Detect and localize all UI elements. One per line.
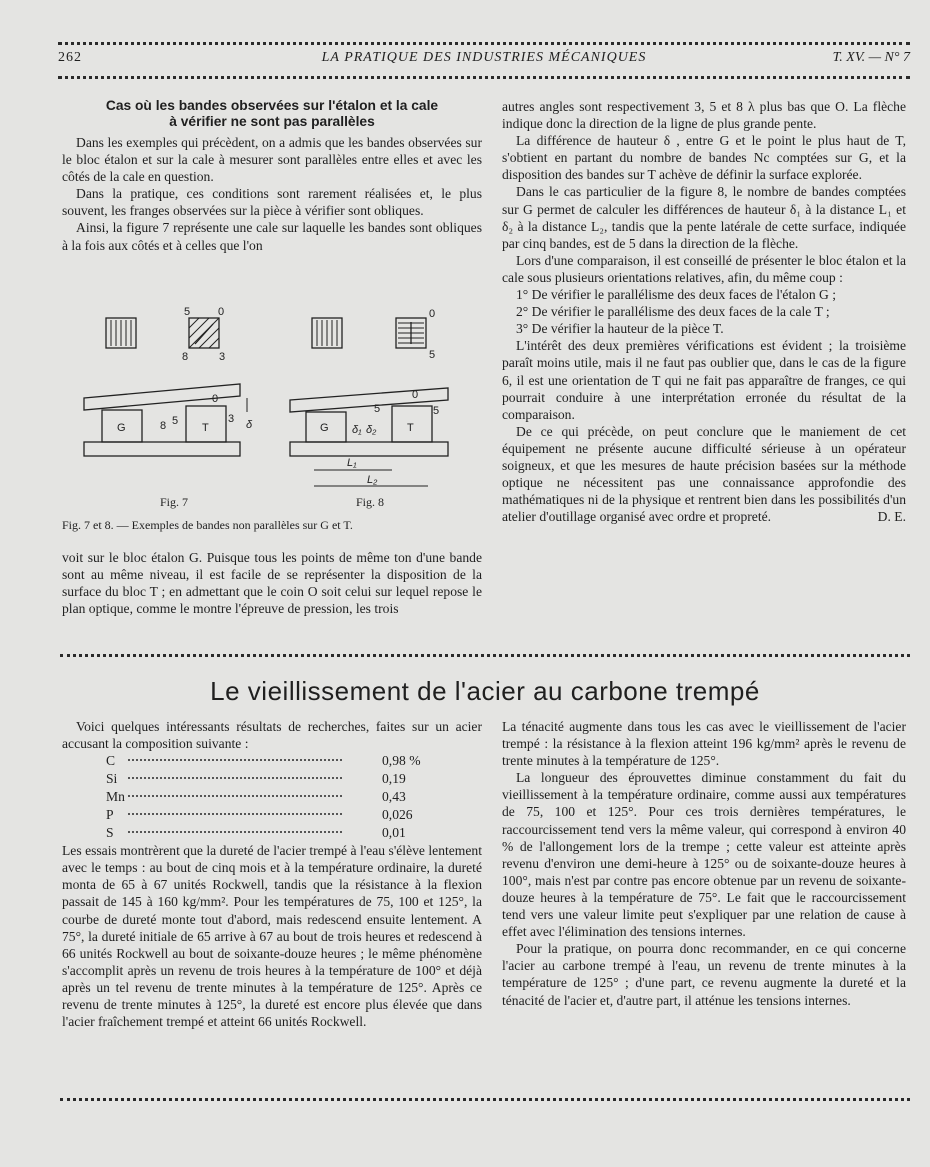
fig8-optical-flat: [290, 388, 448, 412]
fig7-label-t: T: [202, 422, 209, 434]
fig8-side-view: [290, 388, 448, 486]
composition-row: [62, 752, 482, 770]
fig7-oblique-fringes: [189, 318, 219, 348]
element-symbol: P: [106, 807, 114, 823]
fig8-vertical-fringes: [317, 320, 337, 346]
fig8-l2-label: L₂: [367, 474, 378, 486]
fig8-delta1: δ₁: [352, 424, 362, 436]
article-separator: [60, 654, 910, 657]
running-header: [58, 48, 910, 72]
fig7-mark-5: 5: [184, 306, 191, 318]
section-heading-line1: Cas où les bandes observées sur l'étalon et la cale: [105, 98, 439, 113]
fig7-side-view: [84, 384, 253, 456]
element-value: 0,01: [382, 825, 406, 841]
fig8-label-t: T: [407, 422, 414, 434]
figure-caption: Fig. 7 et 8. — Exemples de bandes non parallèles sur G et T.: [62, 518, 353, 532]
fig8-delta2: δ₂: [366, 424, 377, 436]
fig7-base-plate: [84, 442, 240, 456]
fig8-mark-5: 5: [429, 349, 436, 361]
leader-dots: [128, 813, 342, 815]
fig8-label-g: G: [320, 422, 329, 434]
header-dotted-rule: [58, 76, 910, 79]
leader-dots: [128, 759, 342, 761]
composition-table: [62, 752, 482, 842]
paragraph: autres angles sont respectivement 3, 5 et 8 λ plus bas que O. La flèche indique donc la direction de la ligne de plus grande pente.: [502, 99, 906, 132]
paragraph: voit sur le bloc étalon G. Puisque tous les points de même ton d'une bande sont au même niveau, il est facile de se représenter la disposition de la surface du bloc T ; en admettant que le coin O soit celui sur lequel repose le plan optique, comme le montre l'épreuve de pression, les trois: [62, 550, 482, 617]
signature: D. E.: [877, 509, 906, 525]
element-value: 0,19: [382, 771, 406, 787]
paragraph: La ténacité augmente dans tous les cas avec le vieillissement de l'acier trempé : la résistance à la flexion atteint 196 kg/mm² après le revenu de trente minutes à la température de 125°.: [502, 719, 906, 769]
section-heading: [62, 98, 482, 130]
fig7-side-8: 8: [160, 420, 167, 432]
section-heading-line2: à vérifier ne sont pas parallèles: [169, 114, 375, 129]
paragraph: Dans la pratique, ces conditions sont rarement réalisées et, le plus souvent, les franges observées sur la pièce à vérifier sont obliques.: [62, 186, 482, 219]
composition-row: [62, 770, 482, 788]
fig8-side-0: 0: [412, 389, 419, 401]
figures-7-8: [62, 300, 482, 536]
paragraph-text: De ce qui précède, on peut conclure que le maniement de cet équipement ne présente aucune difficulté sérieuse à un opérateur soigneux, et que les mesures de haute précision basées sur la méthode optique ne nécessitent pas une connaissance approfondie des mathématiques ni de la physique et rentrent bien dans les possibilités d'un atelier d'outillage organisé avec ordre et propreté.: [502, 423, 906, 525]
composition-row: [62, 824, 482, 842]
top-dotted-rule: [58, 42, 910, 45]
fig7-label: Fig. 7: [160, 495, 189, 509]
fig7-mark-0: 0: [218, 306, 225, 318]
fig8-l1-label: L₁: [347, 457, 357, 469]
fig7-top-view: [106, 306, 225, 363]
element-value: 0,43: [382, 789, 406, 805]
article2-title: Le vieillissement de l'acier au carbone trempé: [210, 676, 760, 706]
leader-dots: [128, 831, 342, 833]
page-number: 262: [58, 50, 82, 65]
leader-dots: [128, 777, 342, 779]
journal-title: LA PRATIQUE DES INDUSTRIES MÉCANIQUES: [321, 50, 647, 65]
element-symbol: C: [106, 753, 116, 769]
figures-svg: [62, 300, 482, 514]
composition-row: [62, 806, 482, 824]
leader-dots: [128, 795, 342, 797]
fig8-top-view: [312, 308, 435, 361]
bottom-dotted-rule: [60, 1098, 910, 1101]
article1-left-column-bottom: [62, 549, 482, 617]
paragraph: La longueur des éprouvettes diminue constamment du fait du vieillissement à la température ordinaire, comme aussi aux températures de 75, 100 et 125°. Pour ces trois dernières températures, le raccourcissement tend vers la même valeur, qui correspond à environ 40 % de l'allongement lors de la trempe ; cette valeur est atteinte après revenu d'environ une demi-heure à 125° ou de soixante-douze heures à 100°, mais n'est par contre pas encore obtenue par un revenu de soixante-douze heures à la température de 75°. Le fait que le raccourcissement tend vers une valeur limite peut s'expliquer par une relation de cause à effet avec l'élimination des tensions internes.: [502, 770, 906, 940]
fig8-label: Fig. 8: [356, 495, 385, 509]
element-symbol: Mn: [106, 789, 125, 805]
article1-left-column: [62, 98, 482, 254]
paragraph: Dans les exemples qui précèdent, on a admis que les bandes observées sur le bloc étalon et sur la cale à mesurer sont parallèles entre elles et avec les côtés de la cale en question.: [62, 135, 482, 185]
fig7-side-0: 0: [212, 393, 219, 405]
fig8-side-5b: 5: [433, 405, 440, 417]
fig8-side-5: 5: [374, 403, 381, 415]
element-symbol: Si: [106, 771, 118, 787]
issue-number: T. XV. — N° 7: [832, 50, 910, 65]
paragraph: Pour la pratique, on pourra donc recommander, en ce qui concerne l'acier au carbone trempé à l'eau, un revenu de trente minutes à la température de 125° ; d'une part, ce revenu augmente la dureté et la ténacité de l'acier et, d'autre part, il atténue les tensions internes.: [502, 941, 906, 1008]
fig7-arrow: [195, 324, 213, 344]
article1-right-column: [502, 98, 906, 525]
paragraph: Les essais montrèrent que la dureté de l'acier trempé à l'eau s'élève lentement avec le temps : au bout de cinq mois et à la température ordinaire, la dureté monta de 65 à 67 unités Rockwell, tandis que la résistance à la flexion passait de 145 à 160 kg/mm². Pour les températures de 75, 100 et 125°, la courbe de dureté monte tout d'abord, mais redescend ensuite lentement. A 75°, la dureté initiale de 65 arrive à 67 au bout de trois heures et redescend à 66 unités Rockwell au bout de soixante-douze heures ; le même phénomène s'accomplit après un revenu de trois heures à la température de 100° et déjà après un tel revenu de trente minutes à la température de 125°. Après ce revenu de trente minutes à 125°, la dureté est encore plus élevée que dans l'acier fraîchement trempé et atteint 66 unités Rockwell.: [62, 843, 482, 1030]
article2-right-column: [502, 718, 906, 1009]
paragraph: La différence de hauteur δ , entre G et le point le plus haut de T, s'obtient en partant du nombre de bandes Nc comptées sur G, et la disposition des bandes sur T achève de définir la surface explorée.: [502, 133, 906, 183]
fig8-base-plate: [290, 442, 448, 456]
fig7-side-3: 3: [228, 413, 235, 425]
list-item: 1° De vérifier le parallélisme des deux faces de l'étalon G ;: [516, 287, 837, 303]
fig8-mark-0: 0: [429, 308, 436, 320]
list-item: 2° De vérifier le parallélisme des deux faces de la cale T ;: [516, 304, 830, 320]
fig7-label-g: G: [117, 422, 126, 434]
element-value: 0,98 %: [382, 753, 421, 769]
paragraph: [502, 423, 906, 526]
fig7-delta: δ: [246, 419, 253, 431]
paragraph: Ainsi, la figure 7 représente une cale sur laquelle les bandes sont obliques à la fois aux côtés et à celles que l'on: [62, 220, 482, 253]
composition-row: [62, 788, 482, 806]
paragraph: Dans le cas particulier de la figure 8, le nombre de bandes comptées sur G permet de calculer les différences de hauteur δ₁ à la distance L₁ et δ₂ à la distance L₂, tandis que la pente latérale de cette surface, indiquée par cinq bandes, est de 5 dans la direction de la flèche.: [502, 184, 906, 251]
element-value: 0,026: [382, 807, 413, 823]
paragraph: Lors d'une comparaison, il est conseillé de présenter le bloc étalon et la cale sous plusieurs orientations relatives, afin, du même coup :: [502, 252, 906, 285]
paragraph: Voici quelques intéressants résultats de recherches, faites sur un acier accusant la composition suivante :: [62, 719, 482, 752]
fig7-vertical-fringes: [111, 320, 131, 346]
article2-left-column: [62, 718, 482, 1030]
fig7-side-5: 5: [172, 415, 179, 427]
list-item: 3° De vérifier la hauteur de la pièce T.: [516, 321, 724, 337]
fig7-mark-8: 8: [182, 351, 189, 363]
fig7-mark-3: 3: [219, 351, 226, 363]
paragraph: L'intérêt des deux premières vérifications est évident ; la troisième paraît moins utile, mais il ne faut pas oublier que, dans le cas de la figure 6, il est une orientation de T qui ne fait pas apparaître de franges, ce qui pourrait conduire à une interprétation erronée du résultat de la comparaison.: [502, 338, 906, 422]
element-symbol: S: [106, 825, 114, 841]
